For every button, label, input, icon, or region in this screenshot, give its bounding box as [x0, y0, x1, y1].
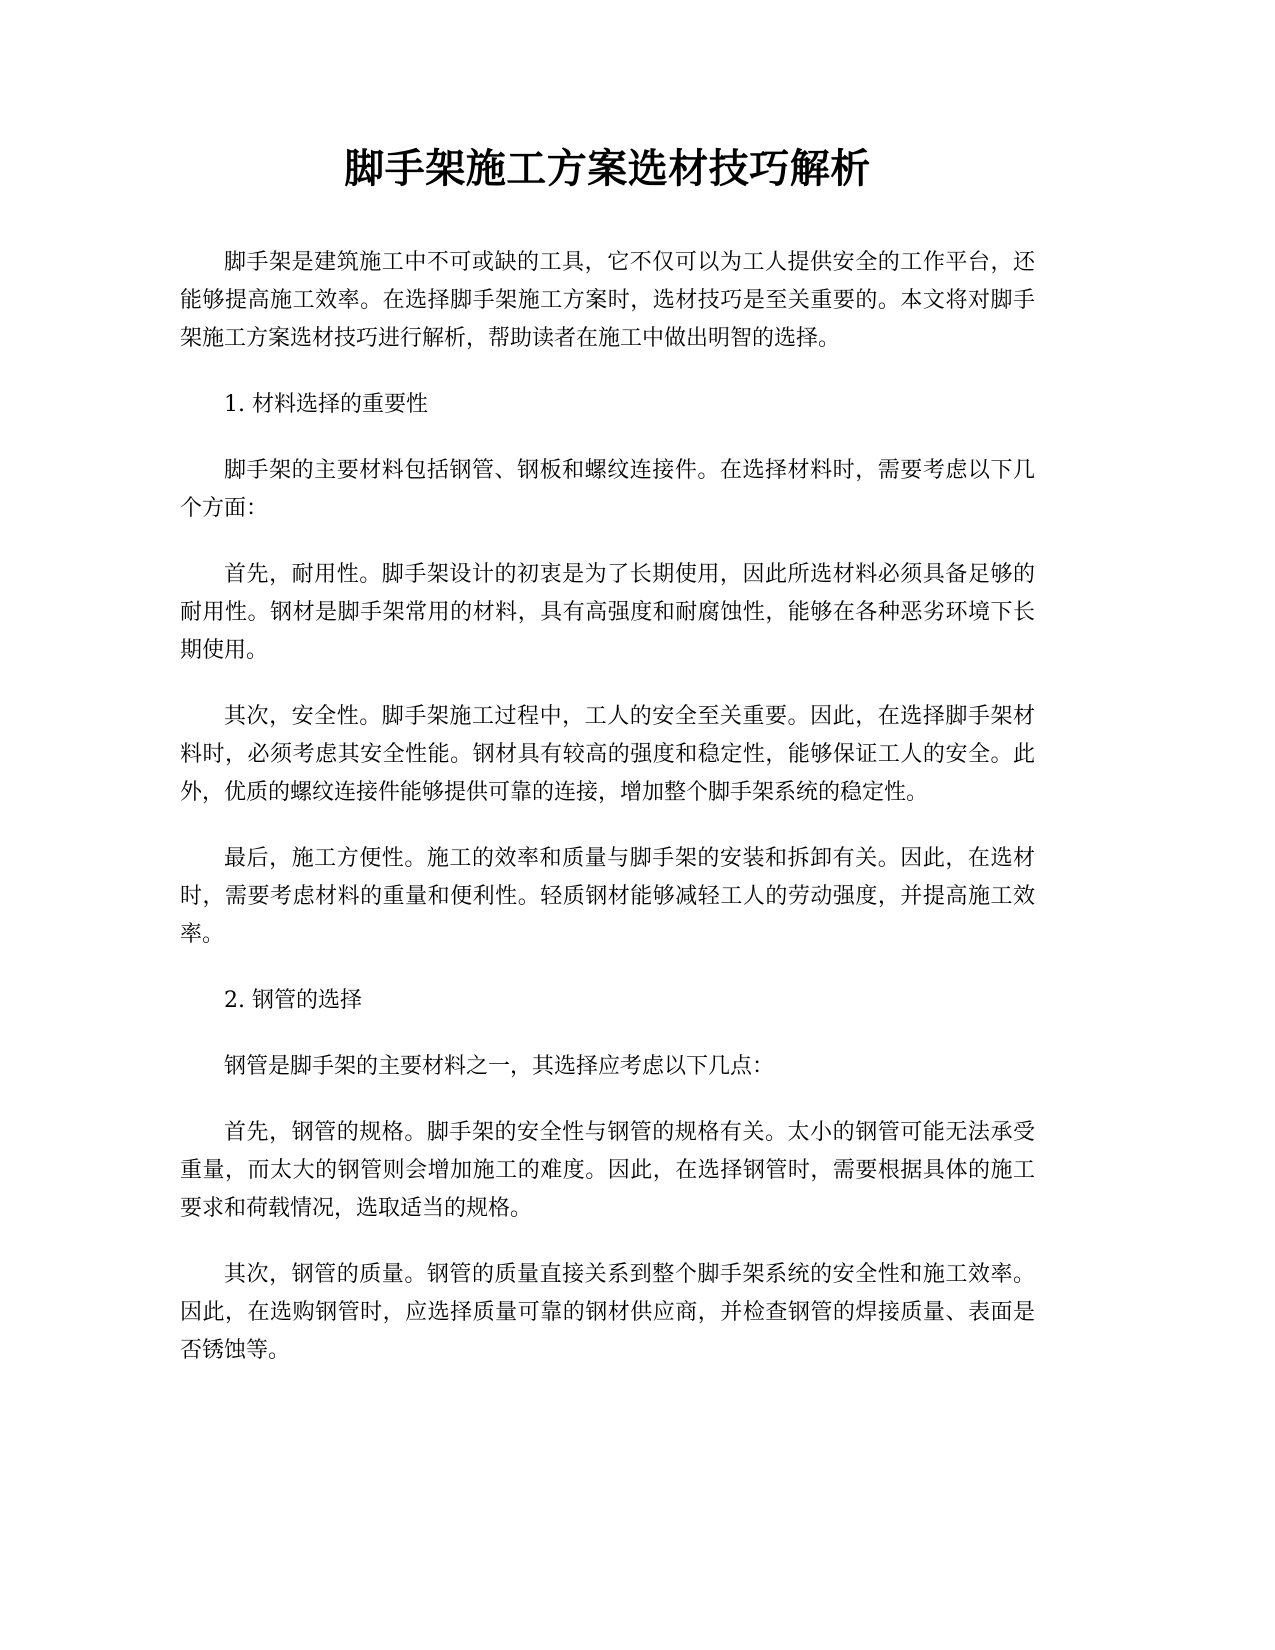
- paragraph-materials-overview: 脚手架的主要材料包括钢管、钢板和螺纹连接件。在选择材料时，需要考虑以下几个方面：: [180, 458, 1035, 521]
- paragraph-pipe-spec: 首先，钢管的规格。脚手架的安全性与钢管的规格有关。太小的钢管可能无法承受重量，而太大的钢管则会增加施工的难度。因此，在选择钢管时，需要根据具体的施工要求和荷载情况，选取适当的规格。: [180, 1120, 1035, 1221]
- paragraph-steel-pipe-intro: 钢管是脚手架的主要材料之一，其选择应考虑以下几点：: [224, 1054, 775, 1079]
- paragraph-convenience: 最后，施工方便性。施工的效率和质量与脚手架的安装和拆卸有关。因此，在选材时，需要考虑材料的重量和便利性。轻质钢材能够减轻工人的劳动强度，并提高施工效率。: [180, 846, 1035, 947]
- document-page: [180, 138, 1035, 1398]
- section-heading-material-importance: 1. 材料选择的重要性: [224, 392, 428, 417]
- section-heading-steel-pipe: 2. 钢管的选择: [224, 988, 362, 1013]
- intro-paragraph: 脚手架是建筑施工中不可或缺的工具，它不仅可以为工人提供安全的工作平台，还能够提高施工效率。在选择脚手架施工方案时，选材技巧是至关重要的。本文将对脚手架施工方案选材技巧进行解析，帮助读者在施工中做出明智的选择。: [180, 250, 1035, 351]
- document-title: 脚手架施工方案选材技巧解析: [344, 146, 871, 192]
- paragraph-safety: 其次，安全性。脚手架施工过程中，工人的安全至关重要。因此，在选择脚手架材料时，必须考虑其安全性能。钢材具有较高的强度和稳定性，能够保证工人的安全。此外，优质的螺纹连接件能够提供可靠的连接，增加整个脚手架系统的稳定性。: [180, 704, 1035, 805]
- paragraph-pipe-quality: 其次，钢管的质量。钢管的质量直接关系到整个脚手架系统的安全性和施工效率。因此，在选购钢管时，应选择质量可靠的钢材供应商，并检查钢管的焊接质量、表面是否锈蚀等。: [180, 1262, 1035, 1363]
- paragraph-durability: 首先，耐用性。脚手架设计的初衷是为了长期使用，因此所选材料必须具备足够的耐用性。钢材是脚手架常用的材料，具有高强度和耐腐蚀性，能够在各种恶劣环境下长期使用。: [180, 562, 1035, 663]
